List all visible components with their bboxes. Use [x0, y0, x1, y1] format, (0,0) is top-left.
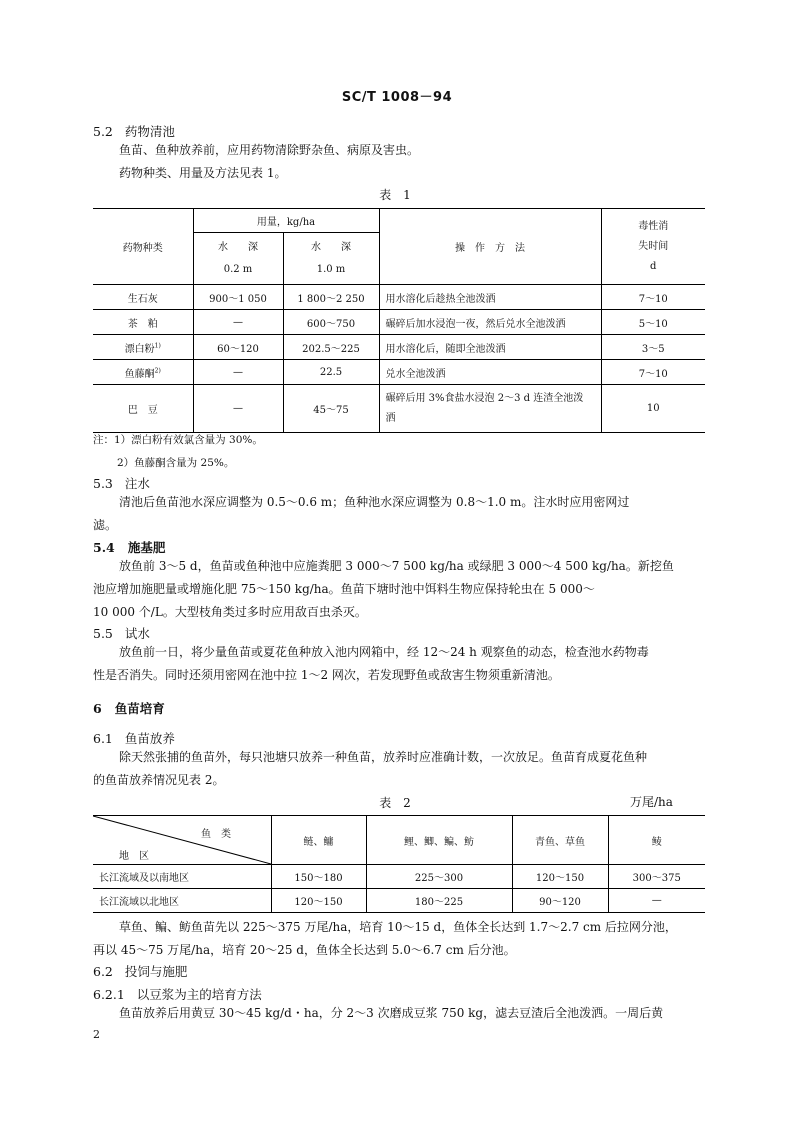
stock-value: 150～180 [271, 865, 366, 889]
table-note: 2）鱼藤酮含量为 25%。 [117, 457, 235, 469]
header-depth-value: 0.2 m [223, 263, 253, 275]
toxicity-days: 5～10 [601, 310, 705, 335]
table-2-unit: 万尾/ha [630, 795, 673, 809]
table-row [93, 385, 705, 433]
section-number: 5.5 [93, 626, 113, 641]
paragraph-line: 草鱼、鳊、鲂鱼苗先以 225～375 万尾/ha，培育 10～15 d，鱼体全长达到 1.7～2.7 cm 后拉网分池， [119, 920, 677, 934]
header-toxicity-line: 失时间 [638, 240, 669, 252]
header-method: 操 作 方 法 [379, 209, 601, 285]
header-dose: 用量，kg/ha [193, 209, 379, 233]
paragraph: 药物种类、用量及方法见表 1。 [119, 166, 287, 180]
table-1-caption: 表 1 [379, 188, 415, 202]
table-2-caption: 表 2 [379, 796, 415, 810]
toxicity-days: 7～10 [601, 360, 705, 385]
paragraph-line: 再以 45～75 万尾/ha，培育 20～25 d，鱼体全长达到 5.0～6.7 cm 后分池。 [93, 943, 516, 957]
section-6-heading [93, 699, 165, 717]
paragraph-line: 的鱼苗放养情况见表 2。 [93, 773, 225, 787]
stock-value: 180～225 [366, 889, 512, 913]
toxicity-days: 7～10 [601, 285, 705, 310]
header-fish-type: 鱼 类 [201, 829, 231, 840]
dose-1-0: 202.5～225 [283, 335, 379, 360]
header-region: 地 区 [119, 851, 149, 862]
drug-name: 生石灰 [93, 285, 193, 310]
drug-name [93, 335, 193, 360]
section-number: 5.2 [93, 124, 113, 139]
stock-value: 90～120 [512, 889, 608, 913]
toxicity-days: 3～5 [601, 335, 705, 360]
paragraph-line: 性是否消失。同时还须用密网在池中拉 1～2 网次，若发现野鱼或敌害生物须重新清池。 [93, 668, 560, 682]
standard-code-header: SC/T 1008－94 [341, 90, 453, 105]
method: 碾碎后用 3%食盐水浸泡 2～3 d 连渣全池泼洒 [379, 385, 601, 433]
table-row [93, 310, 705, 335]
section-title: 鱼苗放养 [124, 731, 175, 746]
table-row [93, 360, 705, 385]
header-fish-col: 鲮 [608, 816, 705, 865]
section-title: 施基肥 [127, 540, 166, 555]
region-name: 长江流域以北地区 [93, 889, 271, 913]
method: 用水溶化后趁热全池泼洒 [379, 285, 601, 310]
table-row [93, 335, 705, 360]
method: 用水溶化后，随即全池泼洒 [379, 335, 601, 360]
footnote-mark: 1) [154, 342, 161, 350]
header-toxicity-line: 毒性消 [638, 220, 669, 232]
header-depth-char: 水 [311, 241, 321, 253]
section-number: 6.1 [93, 731, 113, 746]
paragraph-line: 鱼苗放养后用黄豆 30～45 kg/d・ha，分 2～3 次磨成豆浆 750 kg，滤去豆渣后全池泼洒。一周后黄 [119, 1006, 664, 1020]
drug-table [93, 208, 705, 433]
method: 碾碎后加水浸泡一夜，然后兑水全池泼洒 [379, 310, 601, 335]
dose-1-0: 22.5 [283, 360, 379, 385]
header-depth-0-2 [193, 233, 283, 285]
paragraph-line: 滤。 [93, 518, 118, 532]
section-number: 6.2 [93, 964, 113, 979]
dose-0-2: — [193, 310, 283, 335]
region-name: 长江流域及以南地区 [93, 865, 271, 889]
drug-name [93, 360, 193, 385]
stock-value: 300～375 [608, 865, 705, 889]
method: 兑水全池泼洒 [379, 360, 601, 385]
dose-0-2: 900～1 050 [193, 285, 283, 310]
section-6-2-heading [93, 962, 187, 980]
header-depth-value: 1.0 m [316, 263, 346, 275]
paragraph-line: 10 000 个/L。大型枝角类过多时应用敌百虫杀灭。 [93, 605, 367, 619]
header-fish-col: 青鱼、草鱼 [512, 816, 608, 865]
paragraph-line: 放鱼前一日，将少量鱼苗或夏花鱼种放入池内网箱中，经 12～24 h 观察鱼的动态，检查池水药物毒 [119, 645, 649, 659]
section-title: 投饲与施肥 [124, 964, 188, 979]
dose-0-2: — [193, 360, 283, 385]
footnote-mark: 2) [154, 367, 161, 375]
dose-0-2: 60～120 [193, 335, 283, 360]
section-number: 5.3 [93, 476, 113, 491]
page-number: 2 [93, 1028, 100, 1041]
paragraph-line: 除天然张捕的鱼苗外，每只池塘只放养一种鱼苗，放养时应准确计数，一次放足。鱼苗育成夏花鱼种 [119, 750, 648, 764]
stocking-table [93, 815, 705, 913]
paragraph-line: 池应增加施肥量或增施化肥 75～150 kg/ha。鱼苗下塘时池中饵料生物应保持轮虫在 5 000～ [93, 582, 595, 596]
dose-1-0: 600～750 [283, 310, 379, 335]
drug-name: 巴 豆 [93, 385, 193, 433]
table-row [93, 285, 705, 310]
header-depth-char: 水 [218, 241, 228, 253]
header-diagonal-cell [93, 816, 271, 865]
toxicity-days: 10 [601, 385, 705, 433]
section-title: 注水 [124, 476, 150, 491]
drug-name-text: 鱼藤酮 [124, 368, 155, 380]
stock-value: 120～150 [512, 865, 608, 889]
table-note: 注：1）漂白粉有效氯含量为 30%。 [93, 434, 263, 446]
section-title: 药物清池 [124, 124, 175, 139]
drug-name: 茶 粕 [93, 310, 193, 335]
section-title: 以豆浆为主的培育方法 [136, 987, 262, 1002]
drug-name-text: 漂白粉 [124, 343, 155, 355]
section-title: 鱼苗培育 [114, 701, 165, 716]
stock-value: — [608, 889, 705, 913]
dose-0-2: — [193, 385, 283, 433]
table-row [93, 865, 705, 889]
table-row [93, 889, 705, 913]
section-title: 试水 [124, 626, 150, 641]
section-number: 5.4 [93, 540, 115, 555]
header-toxicity-time [601, 209, 705, 285]
dose-1-0: 45～75 [283, 385, 379, 433]
paragraph-line: 放鱼前 3～5 d，鱼苗或鱼种池中应施粪肥 3 000～7 500 kg/ha 或绿肥 3 000～4 500 kg/ha。新挖鱼 [119, 559, 674, 573]
header-fish-col: 鲢、鳙 [271, 816, 366, 865]
header-depth-1-0 [283, 233, 379, 285]
header-toxicity-unit: d [650, 260, 657, 272]
stock-value: 225～300 [366, 865, 512, 889]
header-fish-col: 鲤、鲫、鳊、鲂 [366, 816, 512, 865]
header-depth-char: 深 [248, 241, 258, 253]
dose-1-0: 1 800～2 250 [283, 285, 379, 310]
stock-value: 120～150 [271, 889, 366, 913]
header-drug-type: 药物种类 [93, 209, 193, 285]
header-depth-char: 深 [341, 241, 351, 253]
paragraph-line: 清池后鱼苗池水深应调整为 0.5～0.6 m；鱼种池水深应调整为 0.8～1.0 m。注水时应用密网过 [119, 495, 630, 509]
section-number: 6 [93, 701, 102, 716]
section-number: 6.2.1 [93, 987, 125, 1002]
paragraph: 鱼苗、鱼种放养前，应用药物清除野杂鱼、病原及害虫。 [119, 143, 420, 157]
